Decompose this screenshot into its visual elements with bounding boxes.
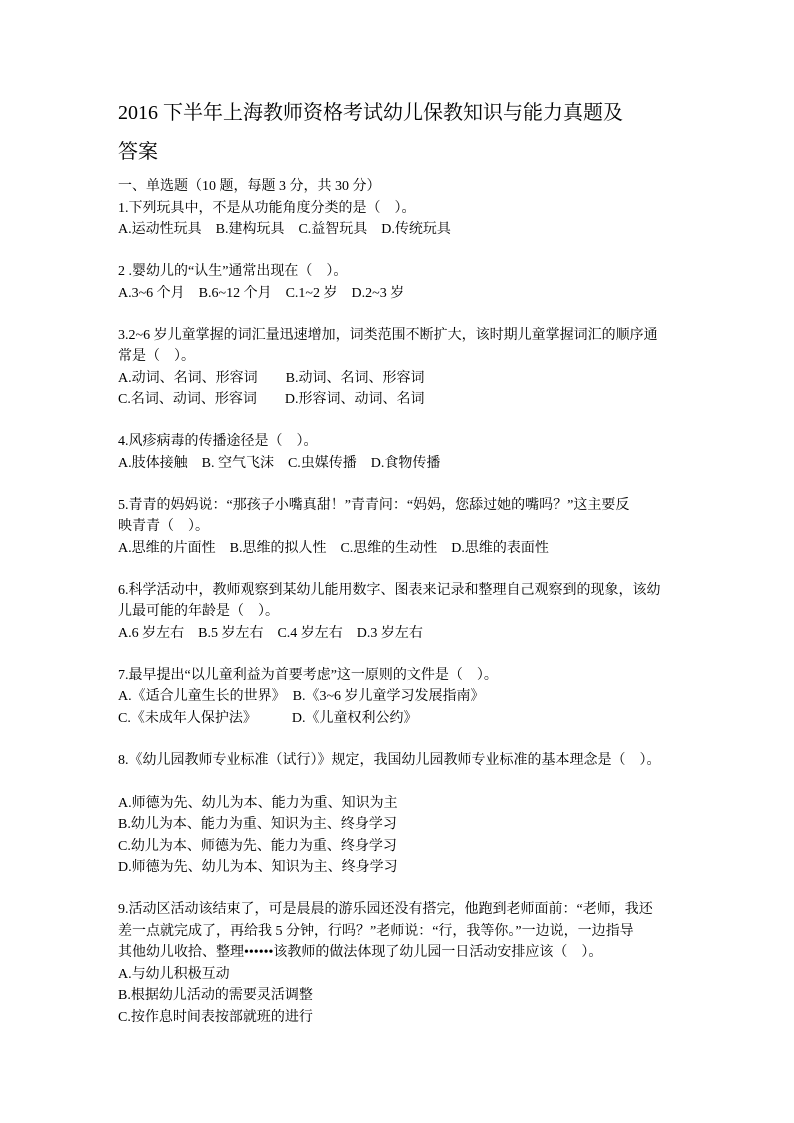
question-8 [118,750,684,879]
question-8-option-b: B.幼儿为本、能力为重、知识为主、终身学习 [118,817,397,832]
question-6 [118,580,684,645]
question-9-option-b: B.根据幼儿活动的需要灵活调整 [118,988,313,1003]
question-1-stem: 1.下列玩具中，不是从功能角度分类的是（ ）。 [118,200,416,216]
question-3-options-line-1: A.动词、名词、形容词 B.动词、名词、形容词 [118,370,425,386]
question-4-stem: 4.风疹病毒的传播途径是（ ）。 [118,434,318,449]
question-1-options: A.运动性玩具 B.建构玩具 C.益智玩具 D.传统玩具 [118,222,451,237]
question-4-options: A.肢体接触 B. 空气飞沫 C.虫媒传播 D.食物传播 [118,455,441,471]
question-7 [118,665,684,730]
document-title-line-2: 答案 [118,141,158,163]
question-6-options: A.6 岁左右 B.5 岁左右 C.4 岁左右 D.3 岁左右 [118,625,423,641]
question-4 [118,431,684,474]
question-2-stem: 2 .婴幼儿的“认生”通常出现在（ ）。 [118,264,348,279]
question-3-stem-line-1: 3.2~6 岁儿童掌握的词汇量迅速增加，词类范围不断扩大，该时期儿童掌握词汇的顺序通 [118,327,658,343]
question-1 [118,198,684,241]
question-6-stem-line-1: 6.科学活动中，教师观察到某幼儿能用数字、图表来记录和整理自己观察到的现象，该幼 [118,582,661,598]
question-5-options: A.思维的片面性 B.思维的拟人性 C.思维的生动性 D.思维的表面性 [118,540,549,556]
question-3-stem-line-2: 常是（ ）。 [118,349,195,364]
question-9-stem-line-3: 其他幼儿收拾、整理••••••该教师的做法体现了幼儿园一日活动安排应该（ ）。 [118,945,603,960]
question-5-stem-line-1: 5.青青的妈妈说：“那孩子小嘴真甜！”青青问：“妈妈，您舔过她的嘴吗？”这主要反 [118,497,630,513]
question-9-option-a: A.与幼儿积极互动 [118,966,230,982]
question-7-options-line-2: C.《未成年人保护法》 D.《儿童权利公约》 [118,710,418,726]
question-8-blank-line [118,771,684,793]
question-3 [118,325,684,411]
document-title-line-1: 2016 下半年上海教师资格考试幼儿保教知识与能力真题及 [118,102,623,124]
question-9-stem-line-2: 差一点就完成了，再给我 5 分钟，行吗？”老师说：“行，我等你。”一边说，一边指导 [118,923,634,939]
question-8-stem: 8.《幼儿园教师专业标准（试行）》规定，我国幼儿园教师专业标准的基本理念是（ ）。 [118,752,661,768]
question-7-options-line-1: A.《适合儿童生长的世界》 B.《3~6 岁儿童学习发展指南》 [118,689,485,704]
section-heading: 一、单选题（10 题，每题 3 分，共 30 分） [118,179,381,194]
question-9 [118,899,684,1028]
question-2 [118,261,684,304]
question-3-options-line-2: C.名词、动词、形容词 D.形容词、动词、名词 [118,392,425,407]
question-5 [118,495,684,560]
question-8-option-d: D.师德为先、幼儿为本、知识为主、终身学习 [118,860,398,875]
question-9-option-c: C.按作息时间表按部就班的进行 [118,1009,313,1025]
question-7-stem: 7.最早提出“以儿童利益为首要考虑”这一原则的文件是（ ）。 [118,667,498,683]
question-8-option-a: A.师德为先、幼儿为本、能力为重、知识为主 [118,795,398,811]
question-5-stem-line-2: 映青青（ ）。 [118,519,209,534]
question-2-options: A.3~6 个月 B.6~12 个月 C.1~2 岁 D.2~3 岁 [118,285,405,301]
question-9-stem-line-1: 9.活动区活动该结束了，可是晨晨的游乐园还没有搭完，他跑到老师面前：“老师，我还 [118,902,653,917]
question-8-option-c: C.幼儿为本、师德为先、能力为重、终身学习 [118,838,397,854]
question-6-stem-line-2: 儿最可能的年龄是（ ）。 [118,604,279,619]
document-title [118,94,684,172]
